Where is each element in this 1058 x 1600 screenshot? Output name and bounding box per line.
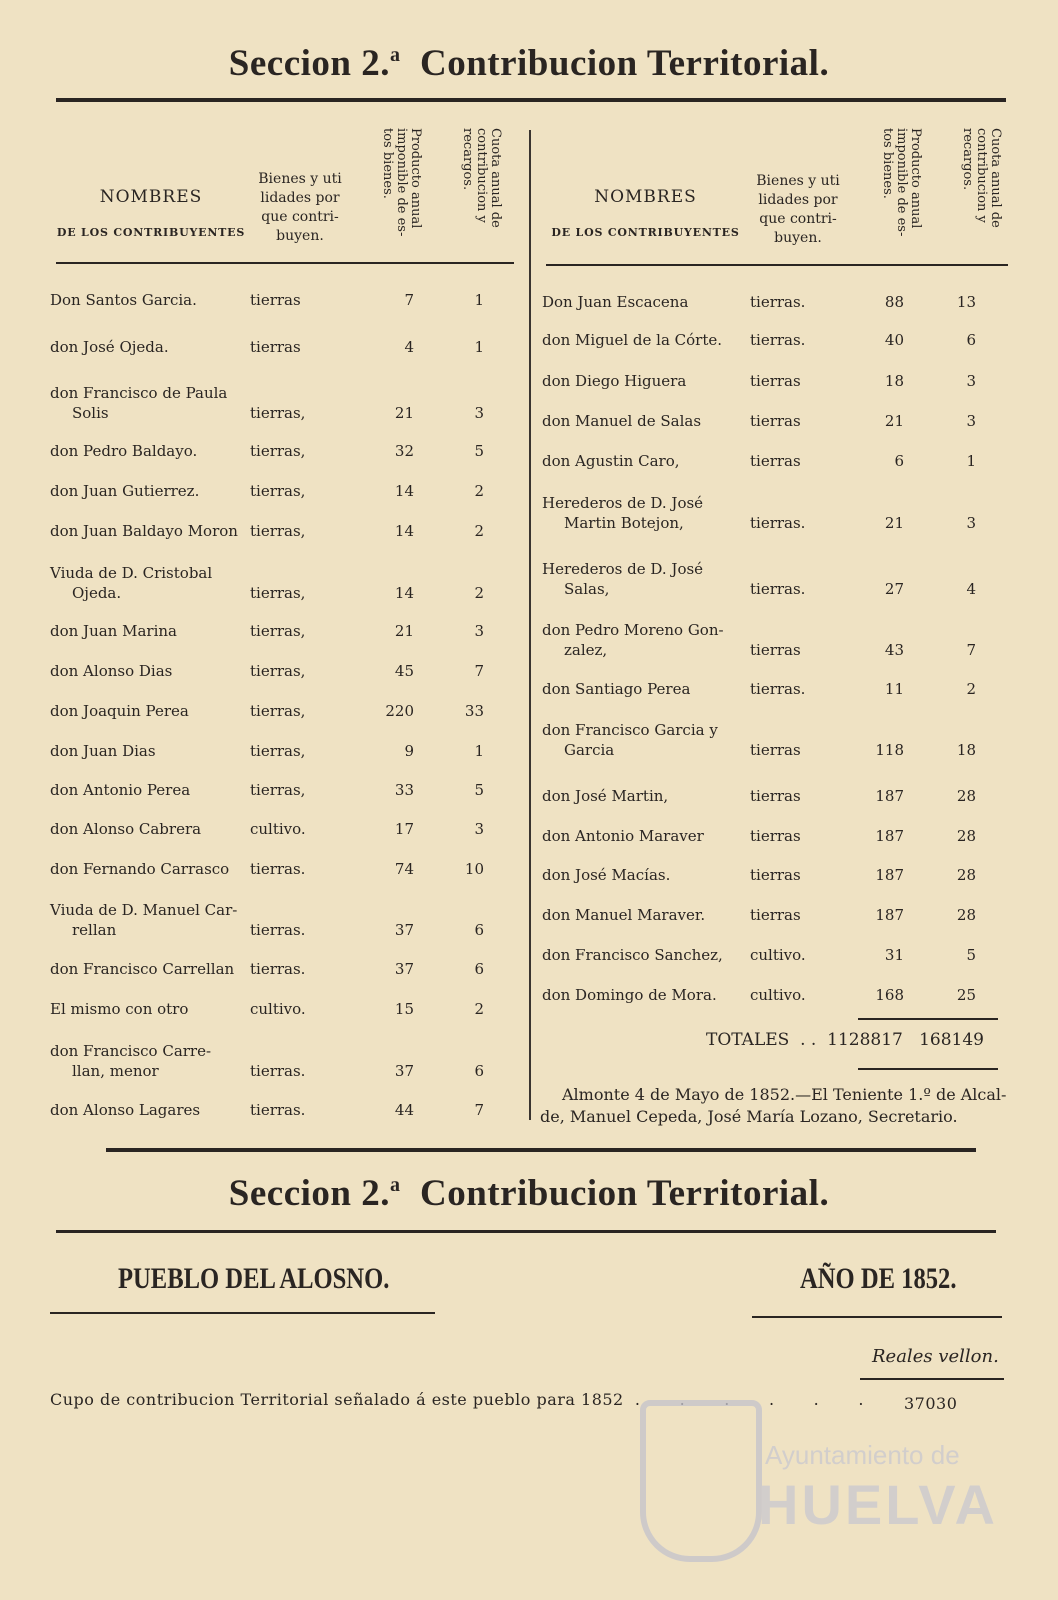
title-rest: Contribucion Territorial. <box>419 43 830 84</box>
left-producto: 220 <box>385 702 414 720</box>
left-cuota: 1 <box>474 742 484 760</box>
right-producto: 18 <box>884 372 904 390</box>
header-contribuyentes: DE LOS CONTRIBUYENTES <box>56 226 246 239</box>
left-producto: 44 <box>394 1101 414 1119</box>
right-row <box>542 905 1004 925</box>
ano-title: AÑO DE 1852. <box>800 1262 957 1295</box>
cupo-label: Cupo de contribucion Territorial señalado á este pueblo para 1852 <box>50 1390 624 1409</box>
right-producto: 31 <box>884 946 904 964</box>
left-cuota: 7 <box>474 662 484 680</box>
right-row <box>542 371 1004 391</box>
pueblo-title: PUEBLO DEL ALOSNO. <box>118 1262 390 1295</box>
right-row <box>542 494 1004 533</box>
left-row <box>50 741 520 761</box>
left-cuota: 10 <box>464 860 484 878</box>
left-name: don José Ojeda. <box>50 338 169 356</box>
left-cuota: 3 <box>474 622 484 640</box>
watermark-shield-icon <box>640 1400 762 1562</box>
left-cuota: 5 <box>474 442 484 460</box>
header-contribuyentes: DE LOS CONTRIBUYENTES <box>551 226 740 239</box>
right-producto: 21 <box>884 514 904 532</box>
left-name-cont: rellan <box>72 921 117 939</box>
bottom-title-sup: a <box>389 1174 401 1196</box>
left-producto: 14 <box>394 522 414 540</box>
left-bien: cultivo. <box>250 820 306 838</box>
left-name-cont: Solis <box>72 404 109 422</box>
left-row <box>50 621 520 641</box>
reales-rule <box>860 1378 1004 1380</box>
left-cuota: 33 <box>464 702 484 720</box>
right-bien: tierras. <box>750 680 806 698</box>
left-producto: 74 <box>394 860 414 878</box>
right-cuota: 25 <box>956 986 976 1004</box>
totals-row: TOTALES . . 1128817 168149 <box>706 1030 984 1050</box>
signature-block <box>540 1084 1010 1128</box>
right-producto: 118 <box>875 741 904 759</box>
right-name-cont: Salas, <box>564 580 610 598</box>
left-header-cuota: Cuota anual de contribucion y recargos. <box>460 128 503 228</box>
right-name: don Diego Higuera <box>542 372 687 390</box>
left-bien: tierras, <box>250 404 306 422</box>
totals-rule-bottom <box>858 1068 998 1070</box>
left-producto: 14 <box>394 584 414 602</box>
right-producto: 11 <box>884 680 904 698</box>
right-name: Don Juan Escacena <box>542 293 689 311</box>
right-row <box>542 945 1004 965</box>
right-bien: cultivo. <box>750 946 806 964</box>
right-row <box>542 786 1004 806</box>
right-header-cuota: Cuota anual de contribucion y recargos. <box>960 128 1003 228</box>
right-cuota: 28 <box>956 866 976 884</box>
left-name: El mismo con otro <box>50 1000 189 1018</box>
right-bien: tierras <box>750 906 801 924</box>
left-producto: 14 <box>394 482 414 500</box>
right-cuota: 4 <box>966 580 976 598</box>
right-cuota: 3 <box>966 372 976 390</box>
left-name: don Francisco Carrellan <box>50 960 235 978</box>
right-bien: tierras <box>750 412 801 430</box>
right-cuota: 28 <box>956 787 976 805</box>
bottom-title-rule <box>56 1230 996 1233</box>
right-cuota: 28 <box>956 827 976 845</box>
left-cuota: 5 <box>474 781 484 799</box>
right-cuota: 3 <box>966 412 976 430</box>
totals-rule-top <box>858 1018 998 1020</box>
left-name: don Alonso Lagares <box>50 1101 201 1119</box>
right-name: don Manuel Maraver. <box>542 906 706 924</box>
right-bien: tierras. <box>750 331 806 349</box>
left-bien: tierras. <box>250 860 306 878</box>
right-header-names <box>548 188 743 242</box>
top-section-title <box>0 42 1058 85</box>
cupo-value: 37030 <box>904 1394 958 1413</box>
left-row <box>50 901 520 940</box>
left-producto: 45 <box>394 662 414 680</box>
left-bien: tierras, <box>250 742 306 760</box>
right-row <box>542 621 1004 660</box>
right-name-cont: Martin Botejon, <box>564 514 684 532</box>
right-row <box>542 679 1004 699</box>
left-cuota: 2 <box>474 1000 484 1018</box>
right-row <box>542 411 1004 431</box>
left-producto: 4 <box>404 338 414 356</box>
right-cuota: 1 <box>966 452 976 470</box>
left-name: don Juan Baldayo Moron <box>50 522 238 540</box>
left-producto: 37 <box>394 921 414 939</box>
right-cuota: 5 <box>966 946 976 964</box>
left-bien: tierras. <box>250 1062 306 1080</box>
right-name: don Agustin Caro, <box>542 452 680 470</box>
right-name: Herederos de D. José <box>542 560 704 578</box>
left-bien: tierras, <box>250 482 306 500</box>
left-bien: tierras. <box>250 921 306 939</box>
left-row <box>50 337 520 357</box>
right-bien: tierras. <box>750 293 806 311</box>
signature-line2: de, Manuel Cepeda, José María Lozano, Secretario. <box>540 1107 958 1126</box>
bottom-section-title <box>0 1172 1058 1215</box>
right-row <box>542 826 1004 846</box>
right-bien: tierras <box>750 827 801 845</box>
left-header-producto: Producto anual imponible de es- tos bienes. <box>380 128 423 237</box>
left-row <box>50 384 520 423</box>
right-cuota: 18 <box>956 741 976 759</box>
left-cuota: 6 <box>474 1062 484 1080</box>
left-producto: 17 <box>394 820 414 838</box>
left-bien: tierras <box>250 338 301 356</box>
right-producto: 88 <box>884 293 904 311</box>
left-cuota: 1 <box>474 291 484 309</box>
left-name: don Fernando Carrasco <box>50 860 230 878</box>
right-name: don Miguel de la Córte. <box>542 331 723 349</box>
header-nombres: NOMBRES <box>594 187 697 207</box>
left-row <box>50 1042 520 1081</box>
right-bien: tierras. <box>750 580 806 598</box>
left-header-rule <box>56 262 514 264</box>
right-row <box>542 865 1004 885</box>
left-row <box>50 959 520 979</box>
left-bien: tierras, <box>250 662 306 680</box>
right-row <box>542 721 1004 760</box>
right-row <box>542 985 1004 1005</box>
right-name: don Domingo de Mora. <box>542 986 717 1004</box>
cupo-text: Cupo de contribucion Territorial señalado á este pueblo para 1852 . . . . . . <box>50 1390 864 1409</box>
left-producto: 33 <box>394 781 414 799</box>
left-producto: 21 <box>394 404 414 422</box>
left-row <box>50 819 520 839</box>
right-name: don José Martin, <box>542 787 669 805</box>
left-bien: tierras, <box>250 522 306 540</box>
left-row <box>50 661 520 681</box>
left-name: don Alonso Dias <box>50 662 173 680</box>
header-nombres: NOMBRES <box>99 187 203 207</box>
right-cuota: 7 <box>966 641 976 659</box>
right-row <box>542 451 1004 471</box>
bottom-separator <box>106 1148 976 1152</box>
right-cuota: 6 <box>966 331 976 349</box>
totals-cuota: 168149 <box>919 1030 984 1050</box>
left-producto: 15 <box>394 1000 414 1018</box>
totals-producto: 1128817 <box>827 1030 903 1050</box>
title-sup: a <box>389 44 401 66</box>
left-name: don Antonio Perea <box>50 781 191 799</box>
left-cuota: 6 <box>474 921 484 939</box>
left-producto: 7 <box>404 291 414 309</box>
left-bien: cultivo. <box>250 1000 306 1018</box>
left-bien: tierras, <box>250 584 306 602</box>
left-row <box>50 564 520 603</box>
left-name: don Juan Dias <box>50 742 156 760</box>
left-cuota: 2 <box>474 522 484 540</box>
right-name: don Francisco Sanchez, <box>542 946 723 964</box>
left-cuota: 6 <box>474 960 484 978</box>
right-row <box>542 330 1004 350</box>
right-cuota: 3 <box>966 514 976 532</box>
pueblo-rule <box>50 1312 435 1314</box>
ano-rule <box>752 1316 1002 1318</box>
left-header-names <box>56 188 246 242</box>
right-name: don José Macías. <box>542 866 671 884</box>
bottom-title-seccion: Seccion 2. <box>228 1173 390 1214</box>
left-bien: tierras, <box>250 781 306 799</box>
title-rule <box>56 98 1006 102</box>
left-name: Viuda de D. Cristobal <box>50 564 213 582</box>
right-name: Herederos de D. José <box>542 494 704 512</box>
left-bien: tierras <box>250 291 301 309</box>
right-producto: 187 <box>875 906 904 924</box>
right-producto: 168 <box>875 986 904 1004</box>
signature-line1: Almonte 4 de Mayo de 1852.—El Teniente 1.º de Alcal- <box>562 1085 1007 1104</box>
right-row <box>542 292 1004 312</box>
right-bien: tierras <box>750 372 801 390</box>
right-name-cont: Garcia <box>564 741 615 759</box>
left-cuota: 7 <box>474 1101 484 1119</box>
right-name-cont: zalez, <box>564 641 608 659</box>
left-name: Don Santos Garcia. <box>50 291 197 309</box>
right-producto: 187 <box>875 866 904 884</box>
left-name: don Joaquin Perea <box>50 702 189 720</box>
totals-label: TOTALES <box>706 1030 790 1050</box>
left-bien: tierras, <box>250 442 306 460</box>
left-row <box>50 859 520 879</box>
right-cuota: 2 <box>966 680 976 698</box>
right-name: don Manuel de Salas <box>542 412 702 430</box>
right-bien: tierras <box>750 452 801 470</box>
right-producto: 43 <box>884 641 904 659</box>
left-bien: tierras, <box>250 622 306 640</box>
left-name-cont: llan, menor <box>72 1062 159 1080</box>
left-name: don Juan Marina <box>50 622 177 640</box>
left-row <box>50 1100 520 1120</box>
left-cuota: 2 <box>474 482 484 500</box>
left-row <box>50 290 520 310</box>
right-producto: 40 <box>884 331 904 349</box>
left-name-cont: Ojeda. <box>72 584 122 602</box>
right-header-rule <box>546 264 1008 266</box>
left-producto: 32 <box>394 442 414 460</box>
left-cuota: 1 <box>474 338 484 356</box>
right-name: don Santiago Perea <box>542 680 691 698</box>
left-header-bienes: Bienes y uti lidades por que contri- buyen. <box>258 171 342 244</box>
left-name: Viuda de D. Manuel Car- <box>50 901 238 919</box>
reales-label: Reales vellon. <box>872 1346 999 1367</box>
right-header-producto: Producto anual imponible de es- tos bienes. <box>880 128 923 237</box>
right-bien: tierras <box>750 741 801 759</box>
right-producto: 21 <box>884 412 904 430</box>
left-cuota: 3 <box>474 820 484 838</box>
right-name: don Antonio Maraver <box>542 827 704 845</box>
right-bien: tierras <box>750 787 801 805</box>
left-producto: 37 <box>394 960 414 978</box>
left-bien: tierras. <box>250 960 306 978</box>
right-bien: tierras <box>750 641 801 659</box>
right-name: don Francisco Garcia y <box>542 721 718 739</box>
right-producto: 187 <box>875 787 904 805</box>
right-bien: cultivo. <box>750 986 806 1004</box>
bottom-title-rest: Contribucion Territorial. <box>419 1173 830 1214</box>
left-cuota: 2 <box>474 584 484 602</box>
left-name: don Pedro Baldayo. <box>50 442 198 460</box>
column-divider <box>529 130 531 1120</box>
watermark-line1: Ayuntamiento de <box>765 1440 960 1470</box>
left-name: don Juan Gutierrez. <box>50 482 200 500</box>
left-row <box>50 701 520 721</box>
left-name: don Alonso Cabrera <box>50 820 202 838</box>
watermark-line2: HUELVA <box>758 1473 998 1536</box>
left-cuota: 3 <box>474 404 484 422</box>
right-bien: tierras. <box>750 514 806 532</box>
left-row <box>50 521 520 541</box>
title-seccion: Seccion 2. <box>228 43 390 84</box>
right-producto: 187 <box>875 827 904 845</box>
left-producto: 21 <box>394 622 414 640</box>
right-producto: 27 <box>884 580 904 598</box>
left-row <box>50 999 520 1019</box>
left-row <box>50 481 520 501</box>
left-bien: tierras, <box>250 702 306 720</box>
left-producto: 9 <box>404 742 414 760</box>
right-producto: 6 <box>894 452 904 470</box>
right-bien: tierras <box>750 866 801 884</box>
right-header-bienes: Bienes y uti lidades por que contri- buyen. <box>756 173 840 246</box>
watermark <box>640 1400 1040 1560</box>
left-bien: tierras. <box>250 1101 306 1119</box>
right-cuota: 28 <box>956 906 976 924</box>
left-row <box>50 780 520 800</box>
right-name: don Pedro Moreno Gon- <box>542 621 724 639</box>
right-row <box>542 560 1004 599</box>
left-producto: 37 <box>394 1062 414 1080</box>
left-name: don Francisco de Paula <box>50 384 228 402</box>
left-row <box>50 441 520 461</box>
left-name: don Francisco Carre- <box>50 1042 212 1060</box>
right-cuota: 13 <box>956 293 976 311</box>
